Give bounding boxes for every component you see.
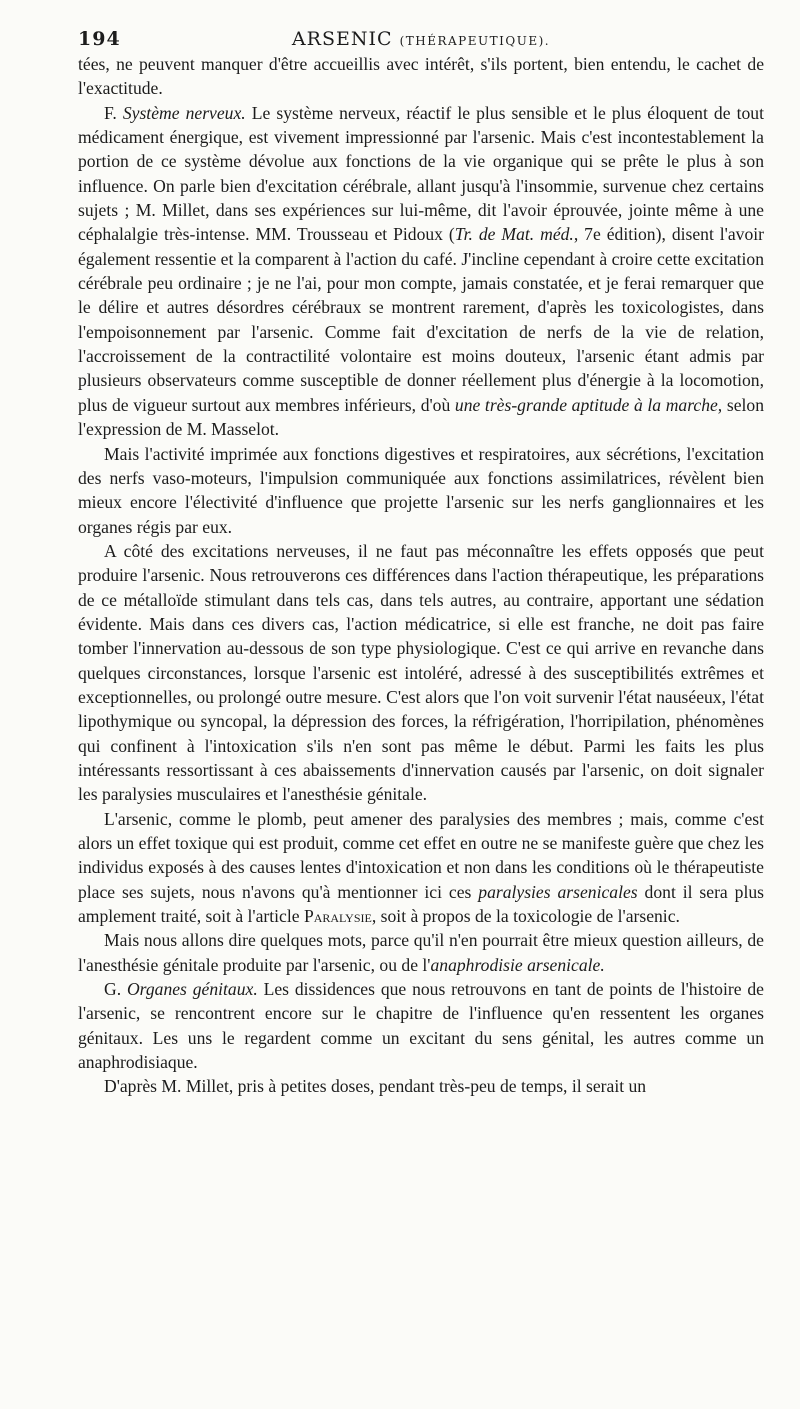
page-number: 194	[78, 28, 121, 50]
page-header	[78, 22, 764, 52]
citation-reference: Tr. de Mat. méd.	[454, 224, 574, 245]
paragraph-paralysies	[78, 807, 764, 929]
paragraph-systeme-nerveux	[78, 101, 764, 442]
body-text	[78, 52, 764, 1099]
paragraph-anesthesie	[78, 928, 764, 977]
paragraph-millet: D'après M. Millet, pris à petites doses, pendant très-peu de temps, il serait un	[104, 1076, 647, 1097]
section-letter-f: F.	[104, 102, 123, 123]
paragraph-text: Mais nous allons dire quelques mots, parce qu'il n'en pourrait être mieux question ailleurs, de l'anesthésie génitale produite par l'arsenic, ou de l'	[78, 930, 764, 975]
paragraph-text: , soit à propos de la toxicologie de l'arsenic.	[371, 906, 680, 927]
paragraph-text: Les dissidences que nous retrouvons en tant de points de l'histoire de l'arsenic, se rencontrent encore sur le chapitre de l'influence qu'en ressentent les organes génitaux. Les uns le regardent comme un excitant du sens génital, les autres comme un anaphrodisiaque.	[78, 979, 764, 1073]
paragraph-text: Le système nerveux, réactif le plus sensible et le plus éloquent de tout médicament énergique, est vivement impressionné par l'arsenic. Mais c'est incontestablement la portion de ce système dévolue aux fonctions de la vie organique qui se prête le plus à son influence. On parle bien d'excitation cérébrale, allant jusqu'à l'insommie, survenue chez certains sujets ; M. Millet, dans ses expériences sur lui-même, dit l'avoir éprouvée, jointe même à une céphalalgie très-intense. MM. Trousseau et Pidoux (	[78, 102, 764, 245]
paragraph-organes-genitaux	[78, 977, 764, 1074]
paragraph-text: L'arsenic, comme le plomb, peut amener des paralysies des membres ; mais, comme c'est alors un effet toxique qui est produit, comme cet effet en outre ne se manifeste guère que chez les individus exposés à des causes lentes d'intoxication et non dans les conditions où le thérapeutiste place ses sujets, nous n'avons qu'à mentionner ici ces	[78, 808, 764, 902]
paragraph-effets-opposes: A côté des excitations nerveuses, il ne faut pas méconnaître les effets opposés que peut produire l'arsenic. Nous retrouverons ces différences dans l'action thérapeutique, les préparations de ce métalloïde stimulant dans tels cas, dans tels autres, au contraire, apportant une sédation évidente. Mais dans ces divers cas, l'action médicatrice, si elle est franche, ne doit pas faire tomber l'innervation au-dessous de son type physiologique. C'est ce qui arrive en revanche dans quelques circonstances, lorsque l'arsenic est intoléré, adressé à des susceptibilités extrêmes et exceptionnelles, ou prolongé outre mesure. C'est alors que l'on voit survenir l'état nauséeux, l'état lipothymique ou syncopal, la dépression des forces, la réfrigération, l'horripilation, phénomènes qui confinent à l'intoxication s'ils n'en sont pas même le début. Parmi les faits les plus intéressants ressortissant à ces abaissements d'innervation causés par l'arsenic, on doit signaler les paralysies musculaires et l'anesthésie génitale.	[78, 540, 764, 805]
section-letter-g: G.	[104, 979, 127, 1000]
running-title-main: ARSENIC	[291, 28, 393, 50]
paragraph-text: selon l'expression de M. Masselot.	[78, 394, 764, 440]
quoted-phrase: une très-grande aptitude à la marche,	[454, 394, 723, 415]
paragraph-text: dont il sera plus amplement traité, soit à l'article	[78, 881, 764, 927]
term-anaphrodisie: anaphrodisie arsenicale.	[430, 954, 605, 975]
running-title	[78, 28, 764, 50]
running-title-sub: (THÉRAPEUTIQUE).	[399, 34, 551, 48]
section-title-organes-genitaux: Organes génitaux.	[126, 979, 258, 1000]
paragraph-activite: Mais l'activité imprimée aux fonctions digestives et respiratoires, aux sécrétions, l'excitation des nerfs vaso-moteurs, l'impulsion communiquée aux fonctions assimilatrices, révèlent bien mieux encore l'électivité d'influence que projette l'arsenic sur les nerfs ganglionnaires et les organes régis par eux.	[78, 443, 764, 537]
article-reference: Paralysie	[303, 906, 372, 927]
section-title-systeme-nerveux: Système nerveux.	[122, 102, 246, 123]
term-paralysies-arsenicales: paralysies arsenicales	[478, 881, 638, 902]
paragraph-text: , 7e édition), disent l'avoir également ressentie et la comparent à l'action du café. J'incline cependant à croire cette excitation cérébrale peu ordinaire ; je ne l'ai, pour mon compte, jamais constatée, et je ferai remarquer que le délire et autres désordres cérébraux se montrent rarement, d'après les toxicologistes, dans l'empoisonnement par l'arsenic. Comme fait d'excitation de nerfs de la vie de relation, l'accroissement de la contractilité volontaire est moins douteux, l'arsenic étant admis par plusieurs observateurs comme susceptible de donner réellement plus d'énergie à la locomotion, plus de vigueur surtout aux membres inférieurs, d'où	[78, 224, 765, 415]
paragraph-continuation: tées, ne peuvent manquer d'être accueillis avec intérêt, s'ils portent, bien entendu, le cachet de l'exactitude.	[78, 54, 764, 99]
